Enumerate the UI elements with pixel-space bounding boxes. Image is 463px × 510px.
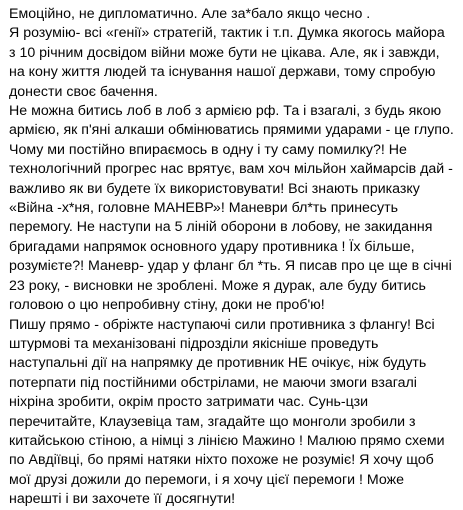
post-paragraph-2: Я розумію- всі «генії» стратегій, тактик і т.п. Думка якогось майора з 10 річним досвідом війни може бути не цікава. Але, як і завжди, на кону життя людей та існування нашої держави, тому спробую донести своє бачення. (9, 25, 445, 100)
post-paragraph-3: Не можна битись лоб в лоб з армією рф. Та і взагалі, з будь якою армією, як п'яні алкаши обмінюватись прямими ударами - це глупо. Чому ми постійно впираємось в одну і ту саму помилку?! Не технологічний прогрес нас врятує, вам хоч мільйон хаймарсів дай - важливо як ви будете їх використовувати! Всі знають приказку «Війна -х*ня, головне МАНЕВР»! Маневри бл*ть принесуть перемогу. Не наступи на 5 ліній оборони в лобову, не закидання бригадами напрямок основного удару противника ! Їх більше, розумієте?! Маневр- удар у фланг бл *ть. Я писав про це ще в січні 23 року, - висновки не зроблені. Може я дурак, але буду битись головою о цю непробивну стіну, доки не проб'ю! (9, 103, 454, 314)
post-paragraph-4: Пишу прямо - обріжте наступаючі сили противника з флангу! Всі штурмові та механізовані підрозділи якісніше проведуть наступальні дії на напрямку де противник НЕ очікує, ніж будуть потерпати під постійними обстрілами, не маючи змоги взагалі ніхріна зробити, окрім просто затримати час. Сунь-цзи перечитайте, Клаузевіца там, згадайте що монголи зробили з китайською стіною, а німці з лінією Мажино ! Малюю прямо схеми по Авдіївці, бо прямі натяки ніхто похоже не розуміє! Я хочу щоб мої друзі дожили до перемоги, і я хочу цієї перемоги ! Може нарешті і ви захочете її досягнути! (9, 316, 445, 508)
post-paragraph-1: Емоційно, не дипломатично. Але за*бало якщо чесно . (9, 6, 371, 22)
post-text (9, 5, 455, 510)
